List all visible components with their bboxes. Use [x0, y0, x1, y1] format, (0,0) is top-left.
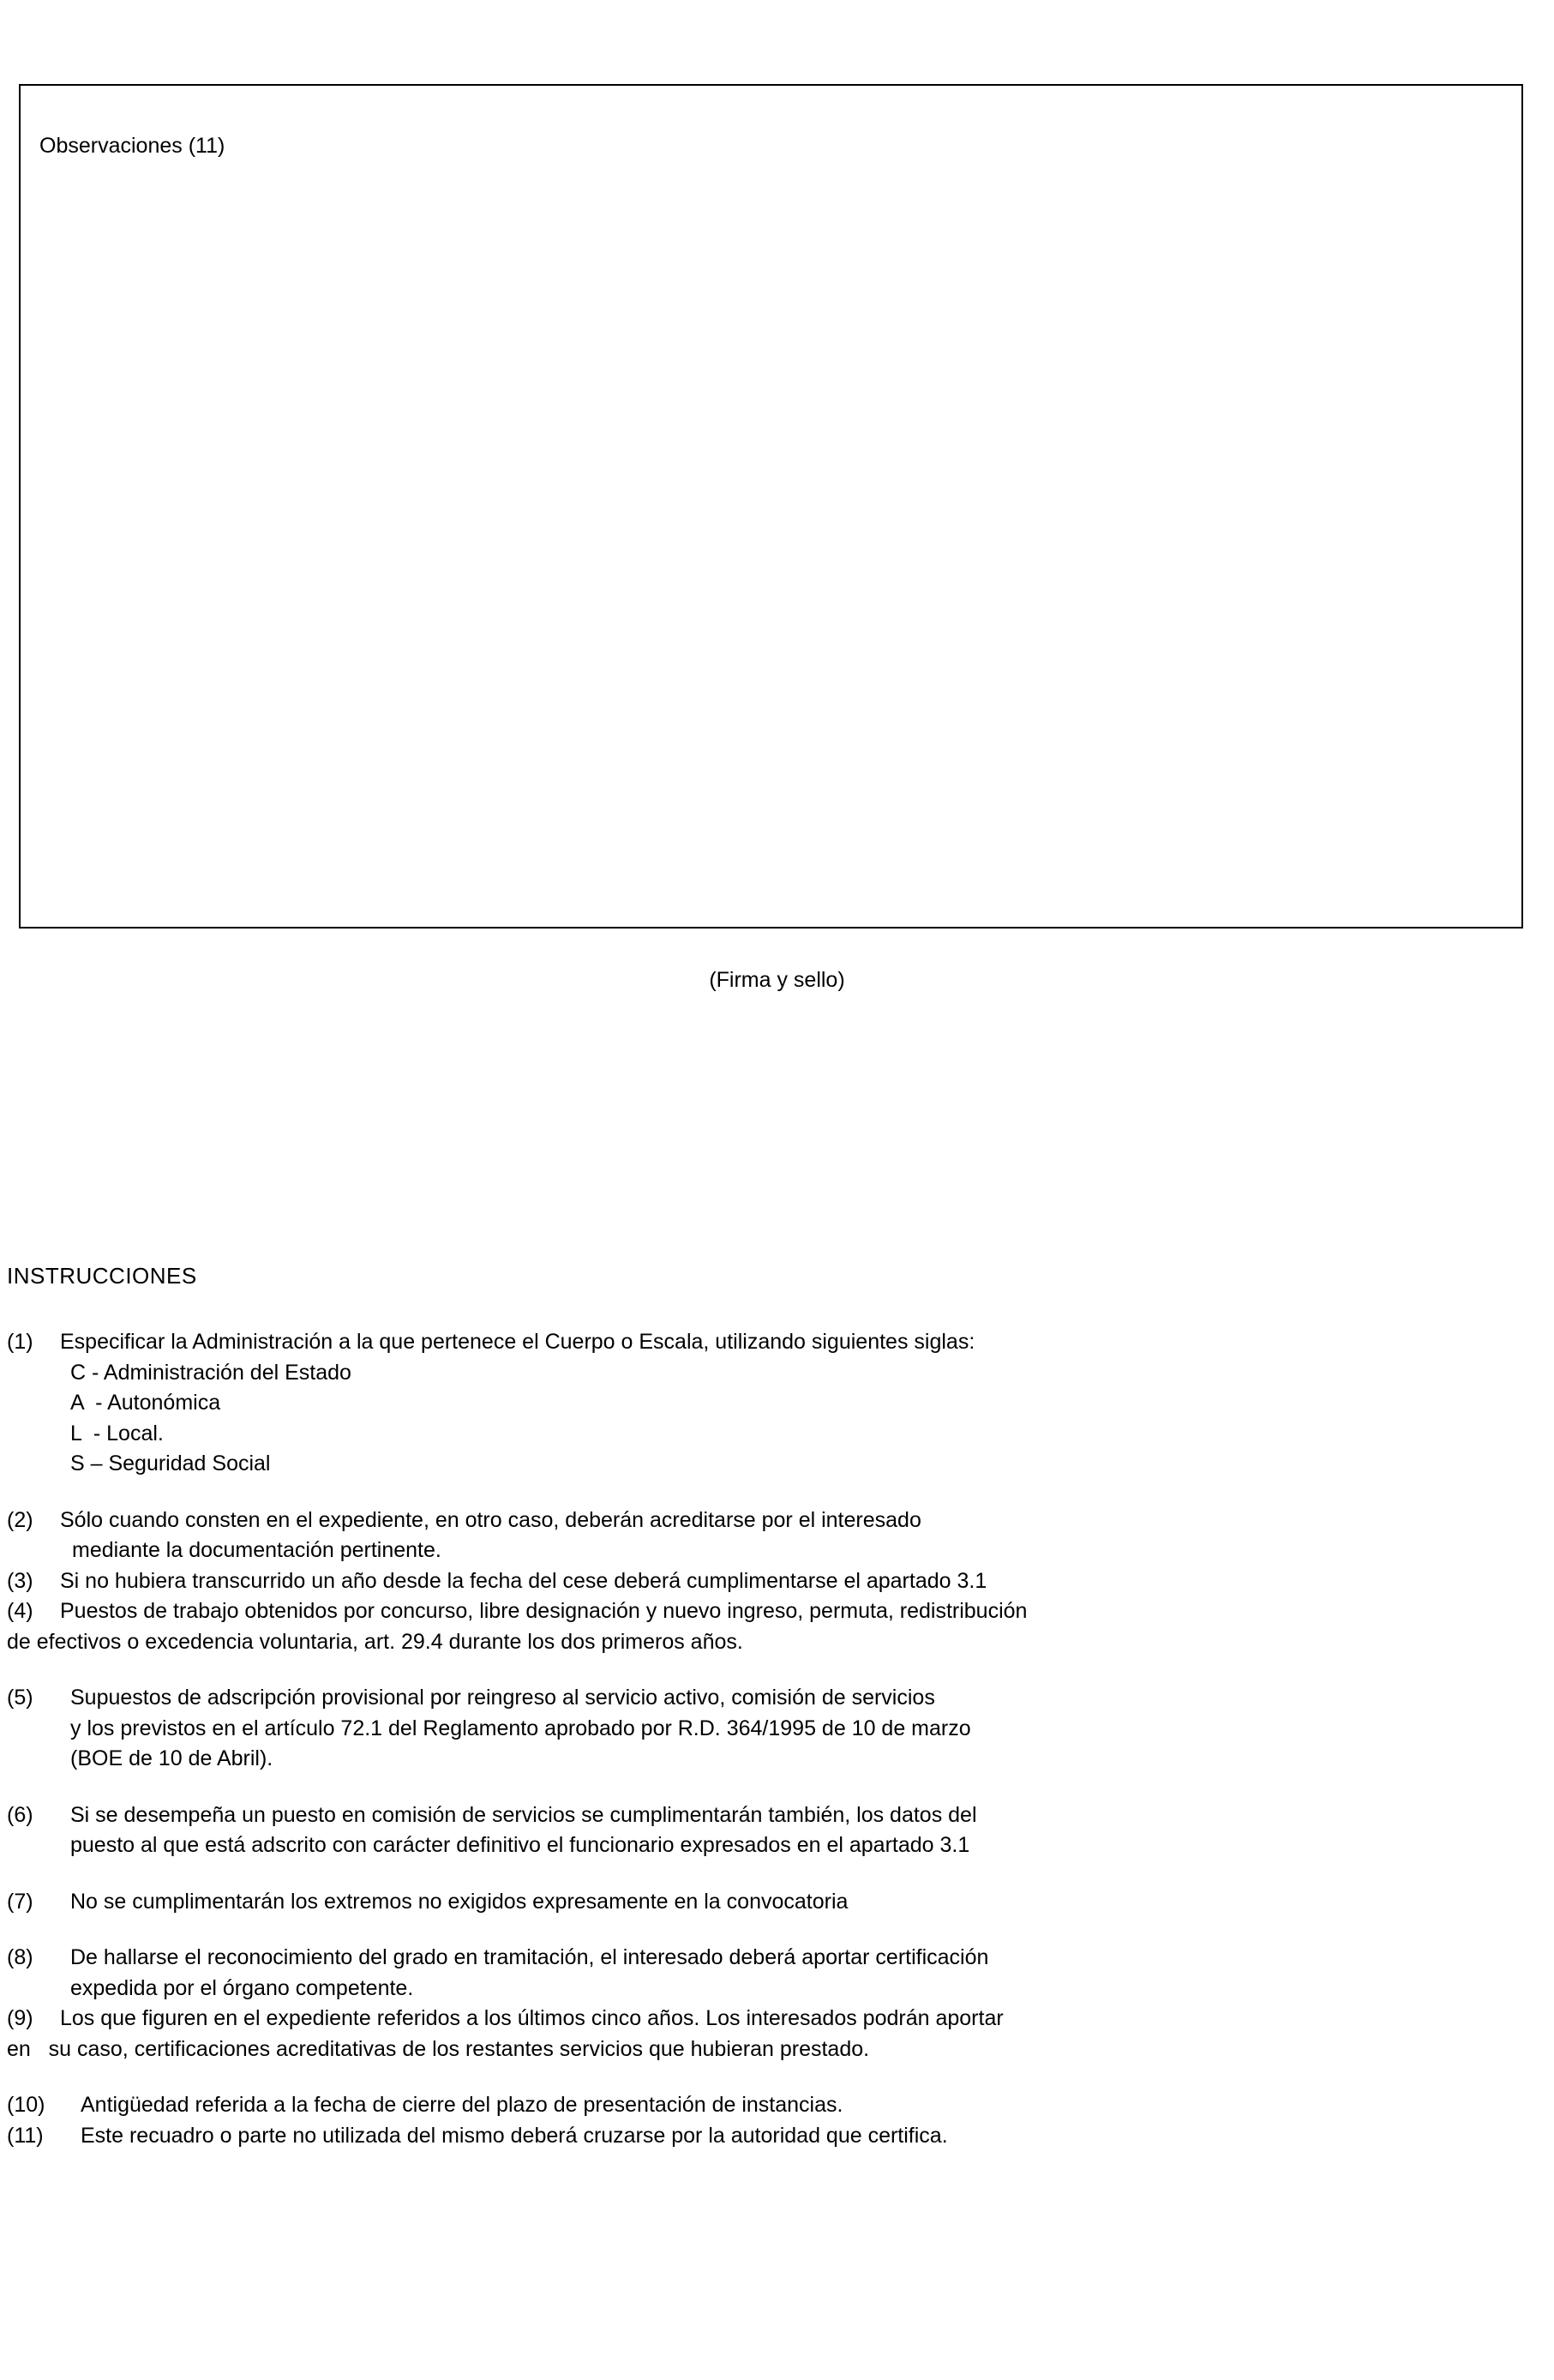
- instruction-number: (2): [7, 1507, 33, 1532]
- instruction-line: Puestos de trabajo obtenidos por concurso, libre designación y nuevo ingreso, permuta, redistribución: [60, 1599, 1028, 1623]
- instruction-text: [60, 1506, 1541, 1566]
- instruction-text: [60, 2004, 1541, 2034]
- firma-y-sello-label: (Firma y sello): [709, 968, 845, 992]
- instruction-line: y los previstos en el artículo 72.1 del Reglamento aprobado por R.D. 364/1995 de 10 de marzo: [70, 1716, 971, 1740]
- instruction-item-11: [7, 2121, 1541, 2152]
- instruction-number: (5): [7, 1686, 33, 1710]
- instruction-line-continued: en su caso, certificaciones acreditativas de los restantes servicios que hubieran prestado.: [7, 2036, 870, 2061]
- spacer: [7, 2064, 1541, 2090]
- instruction-line: No se cumplimentarán los extremos no exigidos expresamente en la convocatoria: [70, 1889, 849, 1914]
- observaciones-box[interactable]: [19, 84, 1523, 929]
- instruction-number: (7): [7, 1889, 33, 1914]
- instruction-line: Los que figuren en el expediente referidos a los últimos cinco años. Los interesados podrán aportar: [60, 2006, 1004, 2030]
- instruction-line: Sólo cuando consten en el expediente, en otro caso, deberán acreditarse por el interesado: [60, 1507, 921, 1532]
- instruction-line: Este recuadro o parte no utilizada del mismo deberá cruzarse por la autoridad que certifica.: [81, 2123, 948, 2148]
- instruction-line: S – Seguridad Social: [70, 1451, 271, 1475]
- instruction-line: L - Local.: [70, 1421, 164, 1445]
- instruction-line: Antigüedad referida a la fecha de cierre del plazo de presentación de instancias.: [81, 2093, 843, 2117]
- instruction-item-3: [7, 1566, 1541, 1597]
- observaciones-label: Observaciones (11): [39, 134, 225, 158]
- instruction-line: mediante la documentación pertinente.: [72, 1538, 441, 1562]
- instruction-item-4: [7, 1596, 1541, 1627]
- spacer: [7, 1775, 1541, 1800]
- instrucciones-heading: INSTRUCCIONES: [7, 1263, 197, 1289]
- instruction-text: [60, 1566, 1541, 1597]
- spacer: [7, 1657, 1541, 1683]
- instruction-number: (11): [7, 2123, 44, 2148]
- instruction-item-6: [7, 1800, 1541, 1861]
- instruction-item-10: [7, 2090, 1541, 2121]
- instrucciones-list: [7, 1327, 1541, 2151]
- instruction-text: [70, 2090, 1541, 2121]
- instruction-line: De hallarse el reconocimiento del grado en tramitación, el interesado deberá aportar certificación: [70, 1945, 989, 1969]
- instruction-number: (6): [7, 1802, 33, 1827]
- instruction-text: [60, 1596, 1541, 1627]
- instruction-number: (1): [7, 1330, 33, 1354]
- instruction-item-7: [7, 1887, 1541, 1918]
- instruction-item-1: [7, 1327, 1541, 1480]
- spacer: [7, 1917, 1541, 1943]
- instruction-line: Especificar la Administración a la que pertenece el Cuerpo o Escala, utilizando siguientes siglas:: [60, 1330, 975, 1354]
- instruction-line: Si se desempeña un puesto en comisión de servicios se cumplimentarán también, los datos del: [70, 1802, 977, 1827]
- instruction-text: [60, 1327, 1541, 1480]
- instruction-number: (8): [7, 1945, 33, 1969]
- instruction-number: (9): [7, 2006, 33, 2030]
- instruction-line: Supuestos de adscripción provisional por reingreso al servicio activo, comisión de servicios: [70, 1686, 935, 1710]
- instruction-text: [60, 1943, 1541, 2004]
- instruction-number: (3): [7, 1568, 33, 1593]
- instruction-number: (4): [7, 1599, 33, 1623]
- instruction-line: (BOE de 10 de Abril).: [70, 1746, 273, 1770]
- instruction-text: [60, 1800, 1541, 1861]
- instruction-item-5: [7, 1683, 1541, 1775]
- instruction-line: expedida por el órgano competente.: [70, 1975, 414, 2000]
- spacer: [7, 1861, 1541, 1887]
- instruction-number: (10): [7, 2093, 45, 2117]
- instruction-item-9: [7, 2004, 1541, 2034]
- instruction-line: Si no hubiera transcurrido un año desde la fecha del cese deberá cumplimentarse el apartado 3.1: [60, 1568, 987, 1593]
- instruction-line: C - Administración del Estado: [70, 1360, 351, 1385]
- instruction-line: A - Autonómica: [70, 1391, 221, 1415]
- instruction-text: [70, 2121, 1541, 2152]
- instruction-text: [60, 1887, 1541, 1918]
- instruction-item-8: [7, 1943, 1541, 2004]
- instruction-item-2: [7, 1506, 1541, 1566]
- spacer: [7, 1480, 1541, 1506]
- instruction-line: puesto al que está adscrito con carácter definitivo el funcionario expresados en el apartado 3.1: [70, 1833, 970, 1857]
- instruction-text: [60, 1683, 1541, 1775]
- instruction-line-continued: de efectivos o excedencia voluntaria, art. 29.4 durante los dos primeros años.: [7, 1629, 743, 1654]
